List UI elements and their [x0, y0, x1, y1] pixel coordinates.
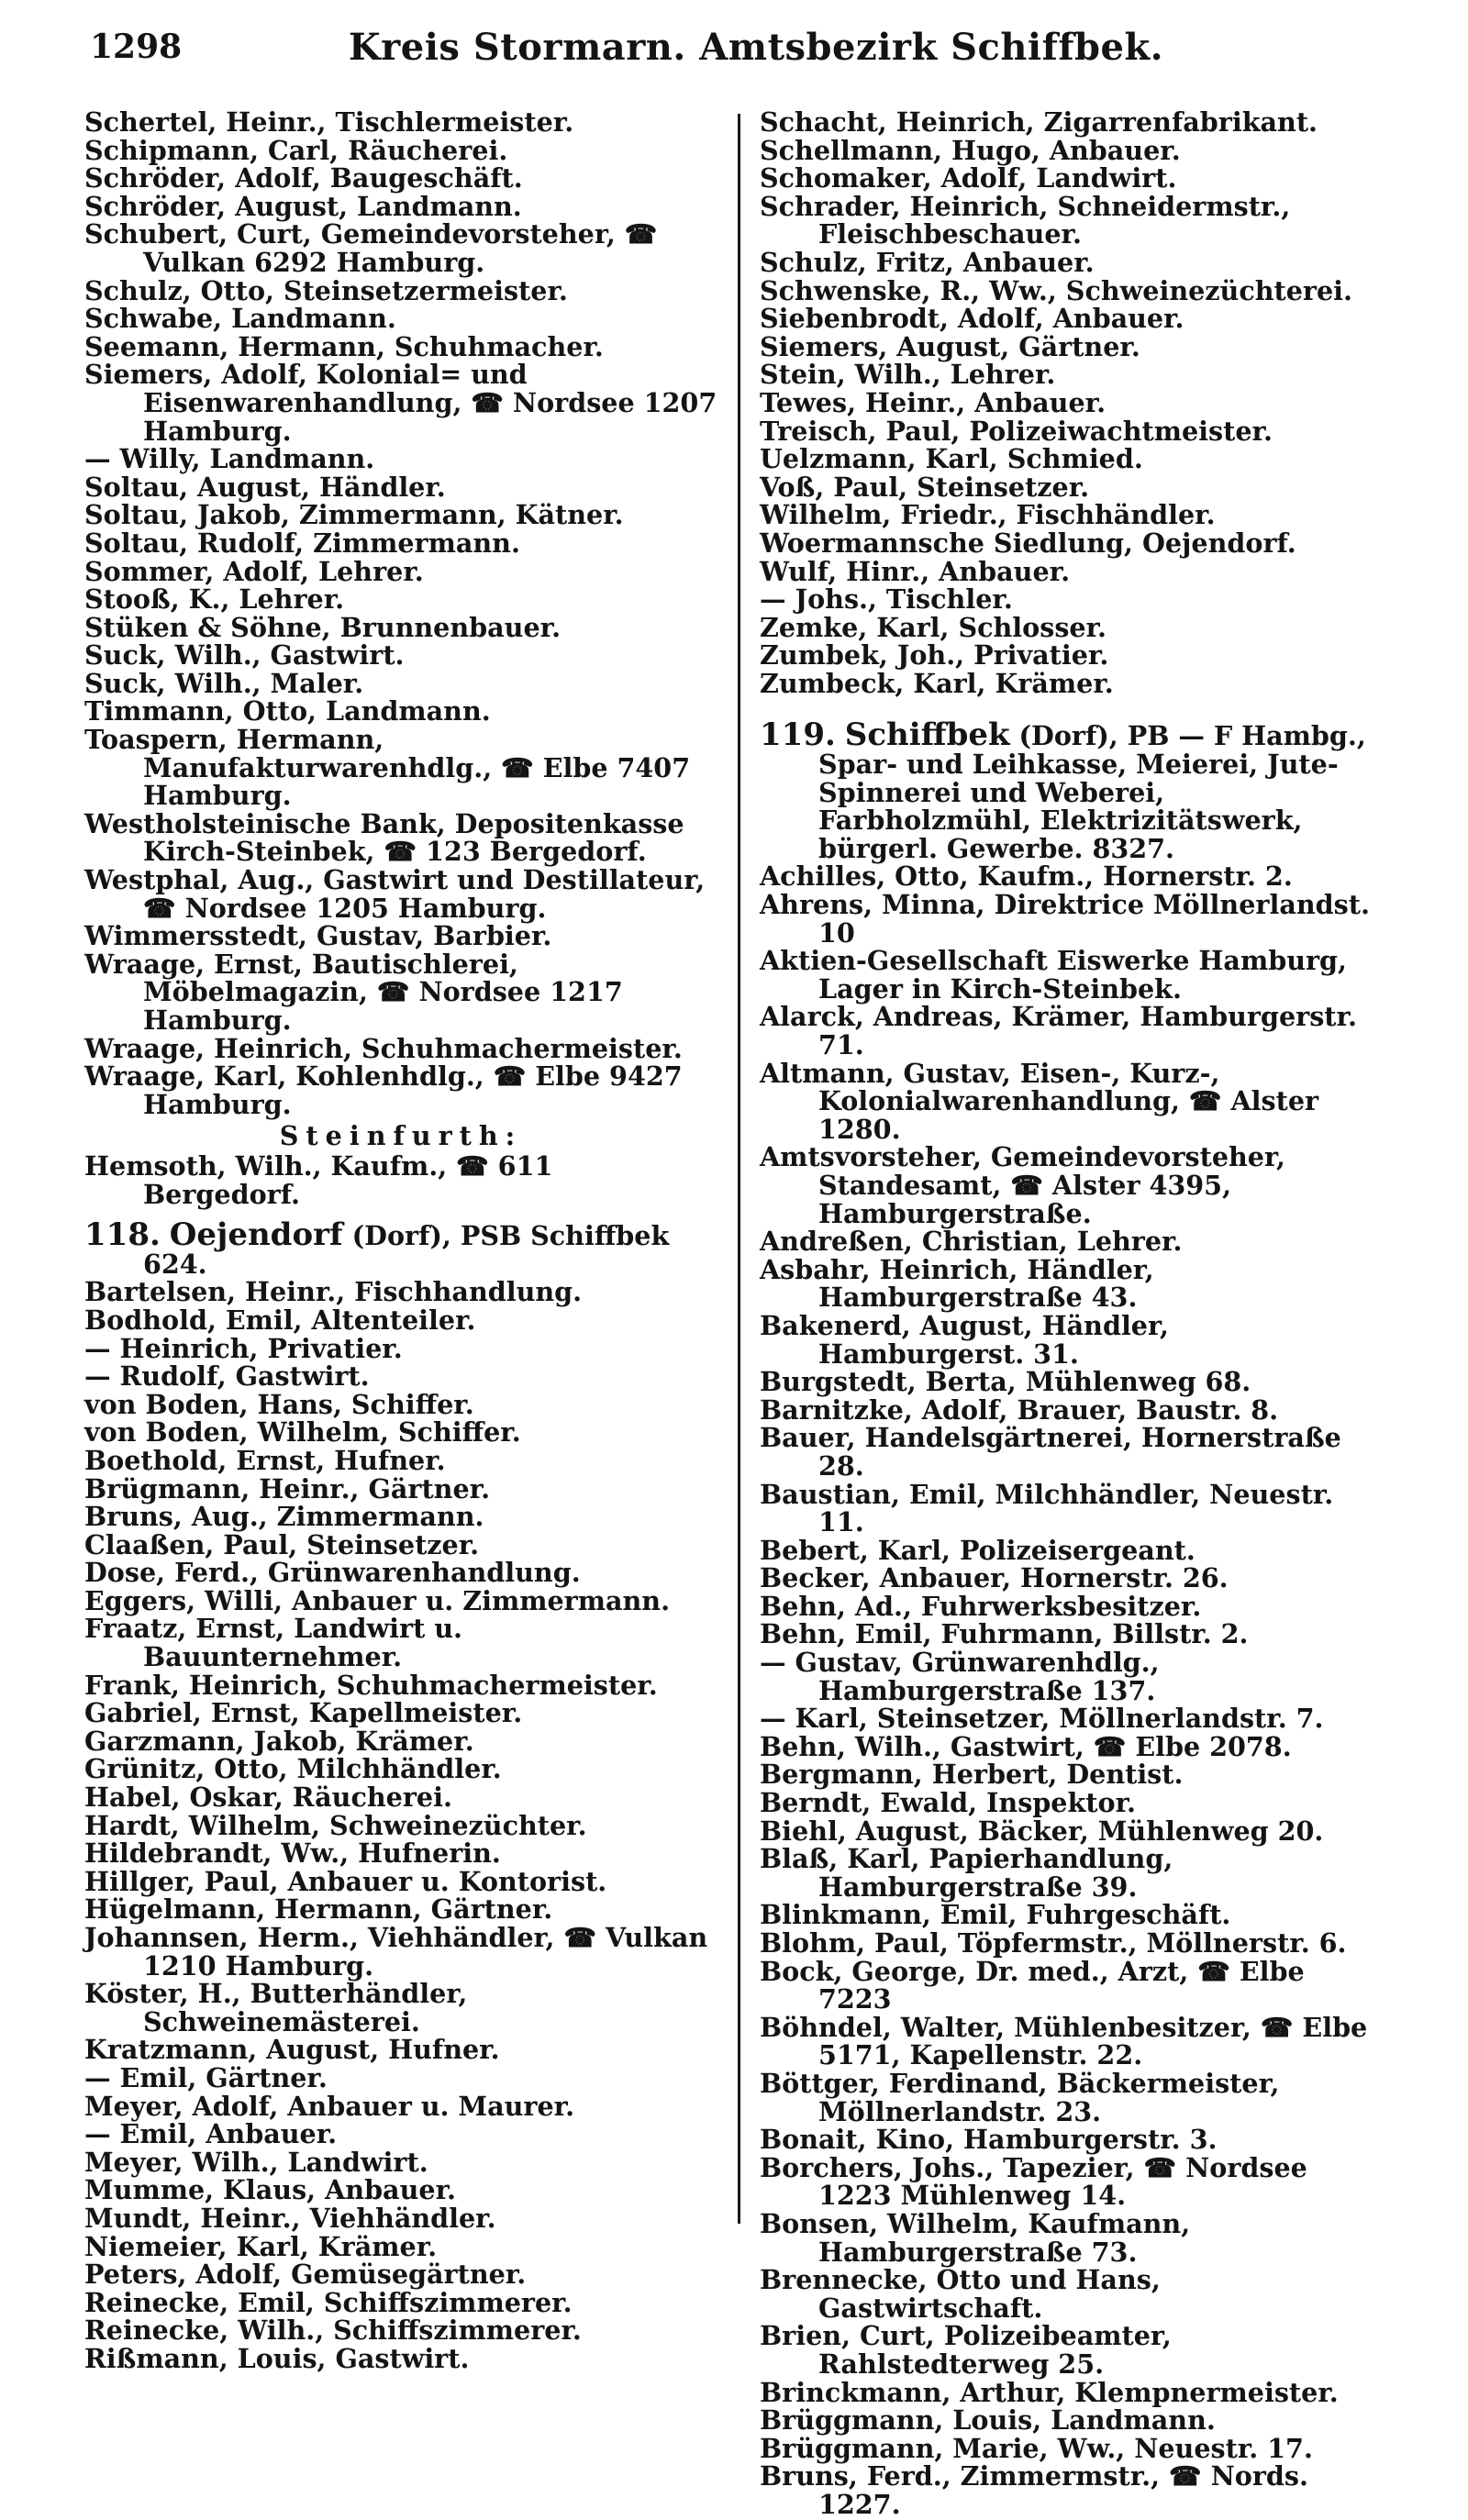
directory-entry: — Emil, Anbauer. [84, 2118, 338, 2150]
subheading-steinfurth: Steinfurth: [279, 1120, 523, 1152]
directory-entry: Brügmann, Heinr., Gärtner. [84, 1472, 491, 1504]
directory-entry: Wraage, Ernst, Bautischlerei, Möbelmagazin, ☎ Nordsee 1217 Hamburg. [84, 948, 623, 1036]
directory-entry: Dose, Ferd., Grünwarenhandlung. [84, 1557, 581, 1589]
right-entries-top [760, 108, 1384, 697]
directory-entry: Woermannsche Siedlung, Oejendorf. [760, 527, 1296, 559]
directory-entry: Blohm, Paul, Töpfermstr., Möllnerstr. 6. [760, 1927, 1347, 1959]
directory-entry: Burgstedt, Berta, Mühlenweg 68. [760, 1366, 1251, 1398]
directory-entry: Claaßen, Paul, Steinsetzer. [84, 1528, 480, 1560]
directory-entry: Berndt, Ewald, Inspektor. [760, 1787, 1136, 1819]
section-number: 118. [84, 1216, 161, 1254]
directory-entry: Stooß, K., Lehrer. [84, 583, 345, 616]
directory-entry: Grünitz, Otto, Milchhändler. [84, 1753, 502, 1785]
directory-entry: Schubert, Curt, Gemeindevorsteher, ☎ Vulkan 6292 Hamburg. [84, 218, 658, 278]
directory-entry: Suck, Wilh., Maler. [84, 667, 364, 699]
directory-entry: Hillger, Paul, Anbauer u. Kontorist. [84, 1865, 607, 1897]
directory-entry: Brüggmann, Louis, Landmann. [760, 2404, 1216, 2437]
directory-entry: Meyer, Adolf, Anbauer u. Maurer. [84, 2090, 575, 2122]
directory-entry: Boethold, Ernst, Hufner. [84, 1444, 446, 1476]
directory-entry: Bebert, Karl, Polizeisergeant. [760, 1534, 1196, 1566]
directory-entry: Johannsen, Herm., Viehhändler, ☎ Vulkan 1210 Hamburg. [84, 1922, 708, 1982]
directory-entry: Bartelsen, Heinr., Fischhandlung. [84, 1276, 583, 1308]
directory-entry: Sommer, Adolf, Lehrer. [84, 555, 424, 587]
directory-entry: Bonait, Kino, Hamburgerstr. 3. [760, 2124, 1218, 2156]
right-column [728, 108, 1384, 2518]
directory-entry: Zumbeck, Karl, Krämer. [760, 667, 1114, 699]
directory-entry: Kratzmann, August, Hufner. [84, 2034, 500, 2066]
directory-entry: Bakenerd, August, Händler, Hamburgerst. 31. [760, 1309, 1169, 1370]
directory-entry: Garzmann, Jakob, Krämer. [84, 1725, 474, 1757]
directory-entry: Peters, Adolf, Gemüsegärtner. [84, 2259, 527, 2291]
directory-entry: Blinkmann, Emil, Fuhrgeschäft. [760, 1899, 1231, 1931]
directory-entry: — Rudolf, Gastwirt. [84, 1360, 370, 1393]
directory-entry: — Heinrich, Privatier. [84, 1332, 403, 1364]
directory-entry: Stein, Wilh., Lehrer. [760, 359, 1056, 391]
section-number: 119. [760, 716, 836, 754]
directory-entry: Baustian, Emil, Milchhändler, Neuestr. 11. [760, 1478, 1334, 1538]
directory-entry: Brüggmann, Marie, Ww., Neuestr. 17. [760, 2432, 1313, 2464]
directory-entry: Siebenbrodt, Adolf, Anbauer. [760, 303, 1184, 335]
directory-entry: Blaß, Karl, Papierhandlung, Hamburgerstraße 39. [760, 1843, 1173, 1903]
directory-entry: Timmann, Otto, Landmann. [84, 695, 491, 727]
directory-entry: Böttger, Ferdinand, Bäckermeister, Möllnerlandstr. 23. [760, 2067, 1280, 2127]
directory-entry: Treisch, Paul, Polizeiwachtmeister. [760, 415, 1273, 447]
section-description: (Dorf), PB — F Hambg., Spar- und Leihkasse, Meierei, Jute-Spinnerei und Weberei, Farbholzmühl, Elektrizitätswerk, bürgerl. Gewerbe. 8327. [818, 720, 1366, 864]
directory-entry: Bock, George, Dr. med., Arzt, ☎ Elbe 7223 [760, 1955, 1305, 2015]
directory-entry: Uelzmann, Karl, Schmied. [760, 443, 1143, 475]
directory-entry: Siemers, Adolf, Kolonial= und Eisenwarenhandlung, ☎ Nordsee 1207 Hamburg. [84, 359, 717, 447]
directory-entry: Achilles, Otto, Kaufm., Hornerstr. 2. [760, 860, 1293, 893]
directory-entry: Gabriel, Ernst, Kapellmeister. [84, 1697, 523, 1729]
directory-entry: Suck, Wilh., Gastwirt. [84, 639, 405, 672]
directory-entry: Mumme, Klaus, Anbauer. [84, 2174, 456, 2206]
directory-entry: Köster, H., Butterhändler, Schweinemästerei. [84, 1978, 468, 2037]
directory-entry: Seemann, Hermann, Schuhmacher. [84, 330, 604, 362]
directory-entry: — Karl, Steinsetzer, Möllnerlandstr. 7. [760, 1703, 1324, 1735]
directory-entry: Soltau, Jakob, Zimmermann, Kätner. [84, 499, 624, 531]
directory-entry: Bonsen, Wilhelm, Kaufmann, Hamburgerstraße 73. [760, 2207, 1191, 2268]
left-entries-118 [84, 1278, 717, 2372]
directory-entry: Schulz, Fritz, Anbauer. [760, 246, 1095, 278]
directory-entry: Schipmann, Carl, Räucherei. [84, 134, 508, 166]
directory-entry: Behn, Emil, Fuhrmann, Billstr. 2. [760, 1618, 1249, 1650]
directory-entry: Brien, Curt, Polizeibeamter, Rahlstedterweg 25. [760, 2320, 1172, 2380]
directory-entry: Schertel, Heinr., Tischlermeister. [84, 106, 574, 138]
directory-entry: Schulz, Otto, Steinsetzermeister. [84, 274, 568, 306]
directory-entry: Schröder, August, Landmann. [84, 190, 522, 222]
directory-entry: Schellmann, Hugo, Anbauer. [760, 134, 1181, 166]
directory-entry: Bauer, Handelsgärtnerei, Hornerstraße 28. [760, 1422, 1341, 1482]
section-heading-118 [84, 1216, 717, 1280]
directory-entry: Schacht, Heinrich, Zigarrenfabrikant. [760, 106, 1318, 138]
directory-entry: Wilhelm, Friedr., Fischhändler. [760, 499, 1216, 531]
directory-entry: Bergmann, Herbert, Dentist. [760, 1759, 1184, 1791]
section-heading-119 [760, 716, 1384, 864]
directory-entry: Tewes, Heinr., Anbauer. [760, 386, 1107, 418]
directory-entry: Böhndel, Walter, Mühlenbesitzer, ☎ Elbe 5171, Kapellenstr. 22. [760, 2011, 1368, 2071]
directory-entry: Brinckmann, Arthur, Klempnermeister. [760, 2376, 1339, 2408]
section-name: Oejendorf [169, 1216, 343, 1254]
directory-entry: Wimmersstedt, Gustav, Barbier. [84, 920, 552, 952]
directory-entry: Behn, Ad., Fuhrwerksbesitzer. [760, 1590, 1202, 1622]
directory-entry: — Willy, Landmann. [84, 443, 375, 475]
directory-entry: Rißmann, Louis, Gastwirt. [84, 2342, 470, 2374]
directory-entry: Soltau, August, Händler. [84, 471, 446, 503]
column-divider [738, 114, 740, 2224]
directory-entry: Bruns, Ferd., Zimmermstr., ☎ Nords. 1227. [760, 2460, 1308, 2520]
directory-entry: von Boden, Hans, Schiffer. [84, 1388, 474, 1420]
directory-entry: Bruns, Aug., Zimmermann. [84, 1501, 484, 1533]
directory-entry: Aktien-Gesellschaft Eiswerke Hamburg, Lager in Kirch-Steinbek. [760, 945, 1348, 1005]
directory-entry: — Gustav, Grünwarenhdlg., Hamburgerstraße 137. [760, 1647, 1160, 1706]
directory-entry: Soltau, Rudolf, Zimmermann. [84, 527, 520, 559]
right-entries-119 [760, 862, 1384, 2518]
directory-entry: Amtsvorsteher, Gemeindevorsteher, Standesamt, ☎ Alster 4395, Hamburgerstraße. [760, 1141, 1285, 1229]
directory-entry: Siemers, August, Gärtner. [760, 330, 1140, 362]
directory-entry: Zemke, Karl, Schlosser. [760, 611, 1107, 643]
directory-entry: Wulf, Hinr., Anbauer. [760, 555, 1071, 587]
left-column [84, 108, 728, 2518]
directory-entry: Schrader, Heinrich, Schneidermstr., Fleischbeschauer. [760, 190, 1291, 250]
directory-entry: Behn, Wilh., Gastwirt, ☎ Elbe 2078. [760, 1730, 1292, 1762]
directory-entry: Meyer, Wilh., Landwirt. [84, 2146, 428, 2178]
directory-entry: Schwabe, Landmann. [84, 303, 396, 335]
section-name: Schiffbek [844, 716, 1010, 754]
directory-entry: Niemeier, Karl, Krämer. [84, 2230, 438, 2262]
directory-entry: Ahrens, Minna, Direktrice Möllnerlandst. 10 [760, 889, 1370, 949]
directory-entry: — Johs., Tischler. [760, 583, 1013, 616]
directory-entry: Hemsoth, Wilh., Kaufm., ☎ 611 Bergedorf. [84, 1149, 553, 1210]
directory-entry: Biehl, August, Bäcker, Mühlenweg 20. [760, 1815, 1324, 1847]
running-head: Kreis Stormarn. Amtsbezirk Schiffbek. [348, 26, 1164, 69]
directory-entry: Reinecke, Emil, Schiffszimmerer. [84, 2286, 573, 2318]
directory-entry: Barnitzke, Adolf, Brauer, Baustr. 8. [760, 1393, 1279, 1426]
directory-entry: Alarck, Andreas, Krämer, Hamburgerstr. 71. [760, 1001, 1357, 1060]
directory-entry: Wraage, Karl, Kohlenhdlg., ☎ Elbe 9427 Hamburg. [84, 1060, 683, 1120]
directory-entry: — Emil, Gärtner. [84, 2061, 328, 2093]
directory-entry: Reinecke, Wilh., Schiffszimmerer. [84, 2315, 582, 2347]
directory-entry: Eggers, Willi, Anbauer u. Zimmermann. [84, 1584, 671, 1616]
directory-entry: Wraage, Heinrich, Schuhmachermeister. [84, 1032, 683, 1064]
left-entries-top [84, 108, 717, 1118]
directory-entry: Schröder, Adolf, Baugeschäft. [84, 162, 523, 194]
directory-entry: Zumbek, Joh., Privatier. [760, 639, 1109, 672]
directory-entry: Toaspern, Hermann, Manufakturwarenhdlg., ☎ Elbe 7407 Hamburg. [84, 724, 691, 812]
directory-entry: Voß, Paul, Steinsetzer. [760, 471, 1090, 503]
directory-entry: Bodhold, Emil, Altenteiler. [84, 1304, 476, 1336]
directory-entry: Habel, Oskar, Räucherei. [84, 1782, 452, 1814]
directory-entry: Hildebrandt, Ww., Hufnerin. [84, 1837, 501, 1870]
directory-entry: von Boden, Wilhelm, Schiffer. [84, 1416, 521, 1449]
directory-entry: Schwenske, R., Ww., Schweinezüchterei. [760, 274, 1352, 306]
directory-entry: Altmann, Gustav, Eisen-, Kurz-, Kolonialwarenhandlung, ☎ Alster 1280. [760, 1057, 1319, 1145]
left-entries-steinfurth [84, 1149, 717, 1210]
directory-entry: Fraatz, Ernst, Landwirt u. Bauunternehmer. [84, 1613, 462, 1673]
directory-entry: Borchers, Johs., Tapezier, ☎ Nordsee 1223 Mühlenweg 14. [760, 2151, 1307, 2212]
directory-entry: Asbahr, Heinrich, Händler, Hamburgerstraße 43. [760, 1253, 1154, 1314]
page-number: 1298 [90, 28, 183, 66]
directory-entry: Mundt, Heinr., Viehhändler. [84, 2202, 496, 2234]
directory-entry: Andreßen, Christian, Lehrer. [760, 1226, 1183, 1258]
directory-entry: Stüken & Söhne, Brunnenbauer. [84, 611, 562, 643]
directory-entry: Schomaker, Adolf, Landwirt. [760, 162, 1177, 194]
section-description: (Dorf), PSB Schiffbek 624. [143, 1220, 670, 1280]
page-header [84, 18, 1428, 84]
directory-entry: Frank, Heinrich, Schuhmachermeister. [84, 1669, 658, 1701]
directory-entry: Hardt, Wilhelm, Schweinezüchter. [84, 1809, 587, 1841]
directory-entry: Becker, Anbauer, Hornerstr. 26. [760, 1562, 1229, 1594]
directory-entry: Hügelmann, Hermann, Gärtner. [84, 1893, 553, 1926]
directory-entry: Westholsteinische Bank, Depositenkasse Kirch-Steinbek, ☎ 123 Bergedorf. [84, 807, 684, 868]
directory-entry: Brennecke, Otto und Hans, Gastwirtschaft. [760, 2264, 1161, 2324]
columns [84, 108, 1428, 2518]
directory-entry: Westphal, Aug., Gastwirt und Destillateur, ☎ Nordsee 1205 Hamburg. [84, 864, 706, 924]
